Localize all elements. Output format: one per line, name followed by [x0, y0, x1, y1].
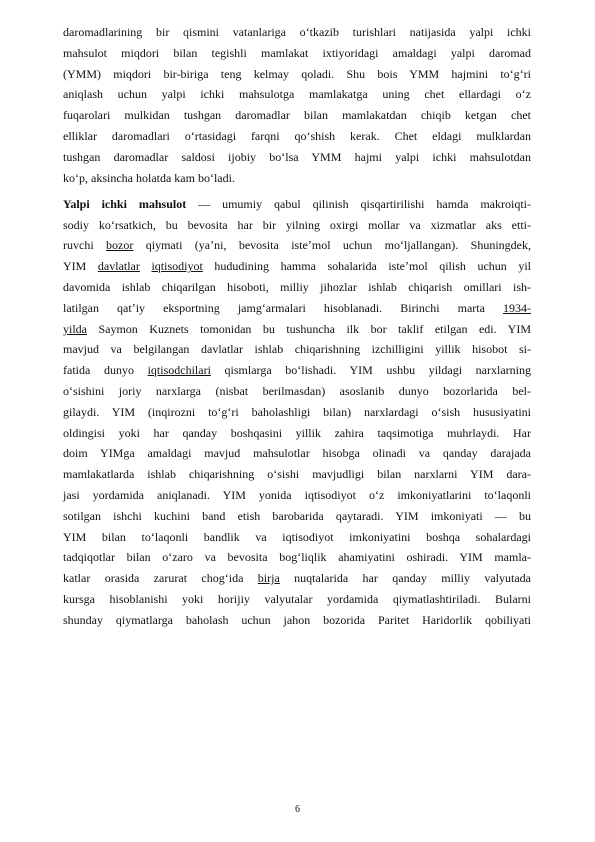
- link-davlatlar[interactable]: davlatlar: [97, 259, 140, 274]
- text-line: davomida ishlab chiqarilgan hisoboti, milliy jihozlar ishlab chiqarish omillari ish-: [63, 280, 531, 295]
- text-line: gilaydi. YIM (inqirozni toʻgʻri baholashligi bilan) narxlardagi oʻsish hususiyatini: [63, 404, 531, 419]
- paragraph-yim-definition: [63, 194, 531, 631]
- text-line: shunday qiymatlarga baholash uchun jahon bozorida Paritet Haridorlik qobiliyati: [63, 612, 531, 627]
- paragraph-ymm: [63, 22, 531, 188]
- text-line: jasi yordamida aniqlanadi. YIM yonida iqtisodiyot oʻz imkoniyatlarini toʻlaqonli: [63, 488, 531, 503]
- text-line: sodiy koʻrsatkich, bu bevosita har bir yilning oxirgi mollar va xizmatlar aks etti-: [63, 217, 531, 232]
- text-line: ruvchi bozor qiymati (yaʼni, bevosita isteʼmol uchun moʻljallangan). Shuningdek,: [63, 238, 532, 253]
- text-line: Yalpi ichki mahsulot — umumiy qabul qilinish qisqartirilishi hamda makroiqti-: [63, 196, 531, 211]
- text-line: (YMM) miqdori bir-biriga teng kelmay qoladi. Shu bois YMM hajmini toʻgʻri: [63, 66, 531, 81]
- link-iqtisodiyot[interactable]: iqtisodiyot: [151, 259, 203, 274]
- link-bozor[interactable]: bozor: [106, 238, 134, 253]
- text-line: oldingisi yoki har qanday boshqasini yillik zahira taqsimotiga muhrlaydi. Har: [63, 425, 531, 440]
- text-line: mamlakatlarda ishlab chiqarishning oʻsishi mavjudligi bilan narxlarni YIM dara-: [63, 467, 531, 482]
- defined-term: Yalpi ichki mahsulot: [63, 196, 187, 211]
- text-line: aniqlash uchun yalpi ichki mahsulotga mamlakatga uning chet ellardagi oʻz: [63, 87, 531, 102]
- text-line: mahsulot miqdori bilan tegishli mamlakat ixtiyoridagi amaldagi yalpi daromad: [63, 45, 531, 60]
- text-line: mavjud va belgilangan davlatlar ishlab chiqarishning izchilligini yillik hisobot si-: [63, 342, 531, 357]
- text-line: koʻp, aksincha holatda kam boʻladi.: [63, 170, 235, 185]
- page-number: 6: [295, 804, 300, 815]
- link-1934-yilda[interactable]: 1934-: [503, 300, 531, 315]
- text-line: sotilgan ishchi kuchini band etish barobarida qaytaradi. YIM imkoniyati — bu: [63, 508, 531, 523]
- link-iqtisodchilari[interactable]: iqtisodchilari: [147, 363, 211, 378]
- text-line: fatida dunyo iqtisodchilari qismlarga boʻlishadi. YIM ushbu yildagi narxlarning: [63, 363, 531, 378]
- text-line: YIM bilan toʻlaqonli bandlik va iqtisodiyot imkoniyatini boshqa sohalardagi: [63, 529, 531, 544]
- text-line: oʻsishini joriy narxlarga (nisbat berilmasdan) asoslanib dunyo bozorlarida bel-: [63, 384, 531, 399]
- text-line: elliklar daromadlari oʻrtasidagi farqni qoʻshish kerak. Chet eldagi mulklardan: [63, 128, 531, 143]
- text-line: tadqiqotlar bilan oʻzaro va bevosita bogʻliqlik ahamiyatini oshiradi. YIM mamla-: [63, 550, 531, 565]
- document-body: [63, 22, 531, 631]
- text-line: fuqarolari mulkidan tushgan daromadlar bilan mamlakatdan chiqib ketgan chet: [63, 108, 531, 123]
- text-line: yilda Saymon Kuznets tomonidan bu tushuncha ilk bor taklif etilgan edi. YIM: [63, 321, 531, 336]
- link-birja[interactable]: birja: [257, 571, 280, 586]
- text-line: YIM davlatlar iqtisodiyot hududining hamma sohalarida isteʼmol qilish uchun yil: [63, 259, 532, 274]
- text-line: katlar orasida zarurat chogʻida birja nuqtalarida har qanday milliy valyutada: [63, 571, 531, 586]
- text-line: tushgan daromadlar saldosi ijobiy boʻlsa YMM hajmi yalpi ichki mahsulotdan: [63, 149, 531, 164]
- text-line: kursga hisoblanishi yoki horijiy valyutalar yordamida qiymatlashtiriladi. Bularni: [63, 592, 531, 607]
- text-line: daromadlarining bir qismini vatanlariga oʻtkazib turishlari natijasida yalpi ichki: [63, 25, 531, 39]
- text-line: latilgan qatʼiy eksportning jamgʻarmalari hisoblanadi. Birinchi marta 1934-: [63, 300, 531, 315]
- text-line: doim YIMga amaldagi mavjud mahsulotlar hisobga olinadi va qanday darajada: [63, 446, 531, 461]
- link-1934-yilda-cont[interactable]: yilda: [63, 321, 87, 336]
